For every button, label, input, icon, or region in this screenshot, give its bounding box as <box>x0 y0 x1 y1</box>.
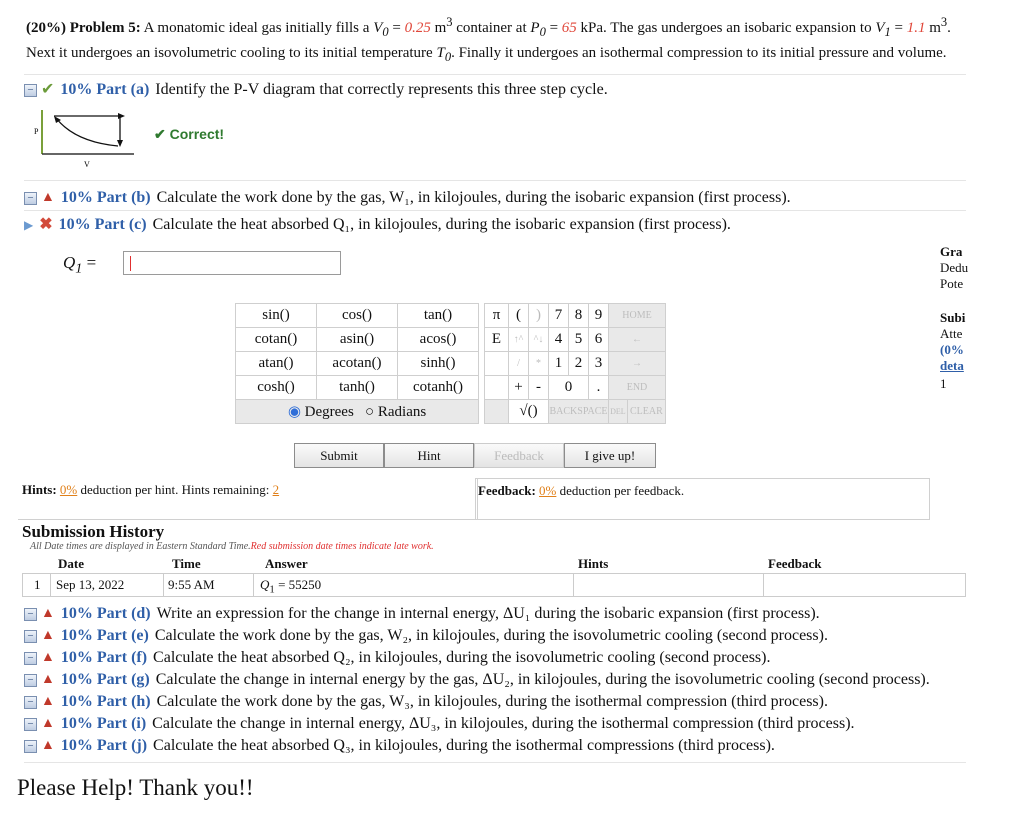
give-up-button[interactable]: I give up! <box>564 443 656 468</box>
key-pi[interactable]: π <box>485 304 509 328</box>
key-e[interactable]: E <box>485 328 509 352</box>
key-sin[interactable]: sin() <box>236 304 317 328</box>
play-icon[interactable]: ▶ <box>24 218 34 232</box>
key-5[interactable]: 5 <box>569 328 589 352</box>
key-sqrt[interactable]: √() <box>509 400 549 424</box>
key-acotan[interactable]: acotan() <box>317 352 398 376</box>
collapse-icon[interactable]: − <box>24 630 37 643</box>
col-date: Date <box>58 556 84 571</box>
key-close-paren[interactable]: ) <box>529 304 549 328</box>
key-9[interactable]: 9 <box>589 304 609 328</box>
feedback-box: Feedback: 0% deduction per feedback. <box>475 478 930 520</box>
key-down-caret[interactable]: ^↓ <box>529 328 549 352</box>
collapse-icon[interactable]: − <box>24 652 37 665</box>
table-row <box>22 573 966 597</box>
degrees-radio[interactable]: ◉ <box>287 404 301 420</box>
part-e[interactable]: − ▲ 10% Part (e) Calculate the work done by the gas, W₂, in kilojoules, during the isovolumetric cooling (second process). <box>24 625 828 647</box>
v0-value: 0.25 <box>404 20 431 36</box>
part-a[interactable]: − ✔ 10% Part (a) Identify the P-V diagram that correctly represents this three step cycle. <box>24 79 608 101</box>
key-blank <box>485 352 509 376</box>
submission-note: All Date times are displayed in Eastern Standard Time.Red submission date times indicate late work. <box>30 541 434 552</box>
key-clear[interactable]: CLEAR <box>627 400 665 424</box>
collapse-icon[interactable]: − <box>24 84 37 97</box>
key-cosh[interactable]: cosh() <box>236 376 317 400</box>
v1-value: 1.1 <box>906 20 926 36</box>
part-f[interactable]: − ▲ 10% Part (f) Calculate the heat absorbed Q₂, in kilojoules, during the isovolumetric cooling (second process). <box>24 647 770 669</box>
row-answer: $Q_1 = 55250$ <box>260 577 322 596</box>
part-c[interactable]: ▶ ✖ 10% Part (c) Calculate the heat absorbed Q₁, in kilojoules, during the isobaric expansion (first process). <box>24 214 731 236</box>
key-backspace[interactable]: BACKSPACE <box>549 400 609 424</box>
collapse-icon[interactable]: − <box>24 674 37 687</box>
warning-icon: ▲ <box>41 606 55 621</box>
part-d[interactable]: − ▲ 10% Part (d) Write an expression for the change in internal energy, ΔU₁ during the isobaric expansion (first process). <box>24 603 820 625</box>
collapse-icon[interactable]: − <box>24 192 37 205</box>
warning-icon: ▲ <box>41 672 55 687</box>
side-details-link[interactable]: deta <box>940 358 964 373</box>
key-6[interactable]: 6 <box>589 328 609 352</box>
footer-message: Please Help! Thank you!! <box>17 775 254 800</box>
feedback-pct: 0% <box>539 483 557 498</box>
part-j[interactable]: − ▲ 10% Part (j) Calculate the heat absorbed Q₃, in kilojoules, during the isothermal compressions (third process). <box>24 735 775 757</box>
col-answer: Answer <box>265 556 308 571</box>
pv-diagram <box>30 104 140 170</box>
submit-button[interactable]: Submit <box>294 443 384 468</box>
p0-value: 65 <box>561 20 577 36</box>
key-asin[interactable]: asin() <box>317 328 398 352</box>
warning-icon: ▲ <box>41 716 55 731</box>
p-axis-label: P <box>34 127 39 136</box>
key-left-arrow[interactable]: ← <box>609 328 666 352</box>
collapse-icon[interactable]: − <box>24 696 37 709</box>
warning-icon: ▲ <box>41 190 55 205</box>
side-count: 1 <box>940 376 947 391</box>
key-4[interactable]: 4 <box>549 328 569 352</box>
part-i[interactable]: − ▲ 10% Part (i) Calculate the change in internal energy, ΔU₃, in kilojoules, during the isothermal compression (third process). <box>24 713 855 735</box>
warning-icon: ▲ <box>41 694 55 709</box>
side-deduction: Dedu <box>940 260 969 275</box>
checkmark-icon: ✔ <box>41 81 55 98</box>
key-sinh[interactable]: sinh() <box>398 352 479 376</box>
side-pct: (0% <box>940 342 964 357</box>
key-cotanh[interactable]: cotanh() <box>398 376 479 400</box>
hint-button[interactable]: Hint <box>384 443 474 468</box>
v-axis-label: V <box>84 160 90 169</box>
feedback-button[interactable]: Feedback <box>474 443 564 468</box>
col-feedback: Feedback <box>768 556 822 571</box>
problem-statement: (20%) Problem 5: A monatomic ideal gas initially fills a $V_0 = 0.25$ $m^3$ container at $P_0 = 65$ kPa. The gas undergoes an isobaric expansion to $V_1 = 1.1$ $m^3$. Next it undergoes an isovolumetric cooling to its initial temperature $T_0$. Finally it undergoes an isothermal compression to its initial pressure and volume. <box>26 15 951 64</box>
key-del[interactable]: DEL <box>609 400 628 424</box>
side-potential: Pote <box>940 276 964 291</box>
side-submissions: Subi <box>940 310 966 325</box>
key-tan[interactable]: tan() <box>398 304 479 328</box>
hint-pct: 0% <box>59 482 78 497</box>
key-1[interactable]: 1 <box>549 352 569 376</box>
submission-history-title: Submission History <box>22 522 165 541</box>
key-0[interactable]: 0 <box>549 376 589 400</box>
key-plus[interactable]: + <box>509 376 529 400</box>
row-date: Sep 13, 2022 <box>56 577 125 592</box>
key-minus[interactable]: - <box>529 376 549 400</box>
radians-label: Radians <box>377 404 427 420</box>
angle-mode <box>236 400 479 424</box>
key-cotan[interactable]: cotan() <box>236 328 317 352</box>
problem-title: (20%) Problem 5: <box>26 20 141 36</box>
answer-input[interactable] <box>123 251 341 275</box>
key-8[interactable]: 8 <box>569 304 589 328</box>
key-divide[interactable]: / <box>509 352 529 376</box>
part-h[interactable]: − ▲ 10% Part (h) Calculate the work done by the gas, W₃, in kilojoules, during the isothermal compression (third process). <box>24 691 828 713</box>
part-g[interactable]: − ▲ 10% Part (g) Calculate the change in internal energy by the gas, ΔU₂, in kilojoules, during the isovolumetric cooling (second process). <box>24 669 930 691</box>
function-keypad <box>235 303 479 424</box>
warning-icon: ▲ <box>41 628 55 643</box>
row-time: 9:55 AM <box>168 577 215 592</box>
key-blank <box>485 376 509 400</box>
warning-icon: ▲ <box>41 738 55 753</box>
key-up-caret[interactable]: ↑^ <box>509 328 529 352</box>
key-open-paren[interactable]: ( <box>509 304 529 328</box>
key-7[interactable]: 7 <box>549 304 569 328</box>
row-number: 1 <box>34 577 41 592</box>
collapse-icon[interactable]: − <box>24 608 37 621</box>
key-blank <box>485 400 509 424</box>
number-keypad <box>484 303 666 424</box>
hints-remaining: 2 <box>272 482 280 497</box>
key-end[interactable]: END <box>609 376 666 400</box>
key-multiply[interactable]: * <box>529 352 549 376</box>
col-hints: Hints <box>578 556 609 571</box>
warning-icon: ▲ <box>41 650 55 665</box>
collapse-icon[interactable]: − <box>24 718 37 731</box>
key-tanh[interactable]: tanh() <box>317 376 398 400</box>
side-attempts: Atte <box>940 326 963 341</box>
side-grade: Gra <box>940 244 963 259</box>
radians-radio[interactable]: ○ <box>365 404 375 420</box>
key-home[interactable]: HOME <box>609 304 666 328</box>
part-b[interactable]: − ▲ 10% Part (b) Calculate the work done by the gas, W₁, in kilojoules, during the isobaric expansion (first process). <box>24 187 791 209</box>
key-dot[interactable]: . <box>589 376 609 400</box>
cross-icon: ✖ <box>39 216 53 233</box>
key-acos[interactable]: acos() <box>398 328 479 352</box>
col-time: Time <box>172 556 201 571</box>
hints-box: Hints: 0% deduction per hint. Hints remaining: 2 <box>18 478 478 520</box>
key-cos[interactable]: cos() <box>317 304 398 328</box>
key-3[interactable]: 3 <box>589 352 609 376</box>
correct-label: ✔ Correct! <box>154 126 225 142</box>
key-right-arrow[interactable]: → <box>609 352 666 376</box>
collapse-icon[interactable]: − <box>24 740 37 753</box>
key-2[interactable]: 2 <box>569 352 589 376</box>
degrees-label: Degrees <box>304 404 354 420</box>
answer-label: $Q_1$ = <box>63 253 97 277</box>
key-atan[interactable]: atan() <box>236 352 317 376</box>
